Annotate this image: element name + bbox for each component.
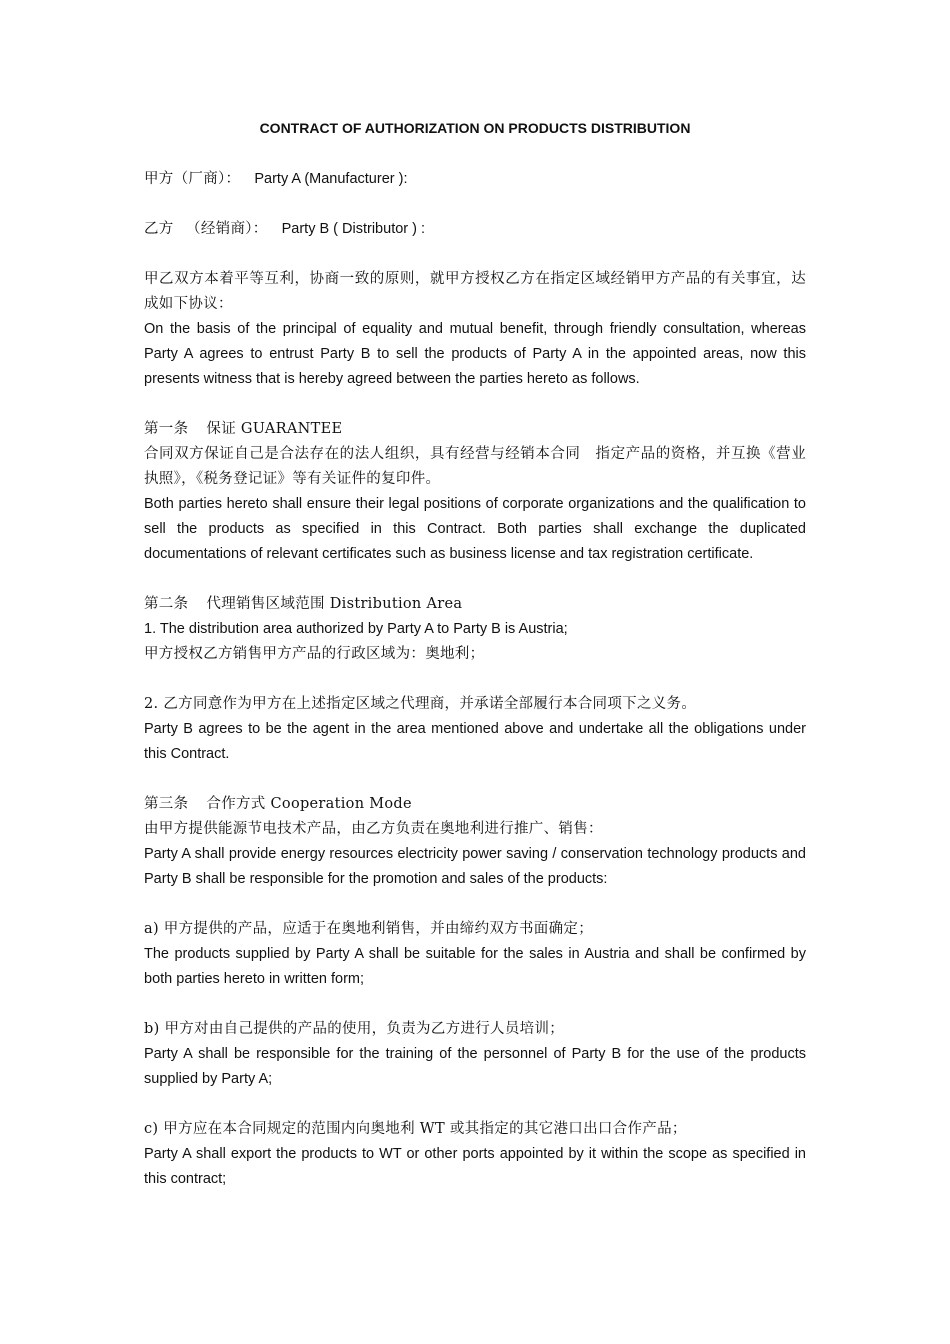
party-a-label-en: Party A (Manufacturer ): (254, 171, 408, 187)
party-b-label-en: Party B ( Distributor ) : (281, 221, 426, 237)
party-a-line (144, 167, 806, 192)
spacer (144, 192, 806, 217)
article2-number: 第二条 (144, 596, 189, 612)
spacer (144, 567, 806, 592)
spacer (144, 392, 806, 417)
article3-intro-zh: 由甲方提供能源节电技术产品，由乙方负责在奥地利进行推广、销售： (144, 821, 603, 837)
document-title: CONTRACT OF AUTHORIZATION ON PRODUCTS DISTRIBUTION (259, 120, 691, 136)
article2-title: 代理销售区域范围 Distribution Area (206, 596, 463, 612)
article1-title: 保证 GUARANTEE (206, 421, 343, 437)
intro-en: On the basis of the principal of equality and mutual benefit, through friendly consultation, whereas Party A agrees to entrust Party B to sell the products of Party A in the appointed areas, now this presents witness that is hereby agreed between the parties hereto as follows. (144, 321, 806, 387)
intro-zh: 甲乙双方本着平等互利，协商一致的原则，就甲方授权乙方在指定区域经销甲方产品的有关事宜，达成如下协议： (144, 271, 806, 312)
article3-item-c-en: Party A shall export the products to WT or other ports appointed by it within the scope as specified in this contract; (144, 1146, 806, 1187)
article3-item-a-en: The products supplied by Party A shall be suitable for the sales in Austria and shall be confirmed by both parties hereto in written form; (144, 946, 806, 987)
article3-title: 合作方式 Cooperation Mode (206, 796, 412, 812)
article2-item1-zh: 甲方授权乙方销售甲方产品的行政区域为：奥地利； (144, 646, 485, 662)
spacer (144, 1092, 806, 1117)
party-b-line (144, 217, 806, 242)
article2-item1-en: 1. The distribution area authorized by Party A to Party B is Austria; (144, 621, 568, 637)
article2-item2-en: Party B agrees to be the agent in the area mentioned above and undertake all the obligations under this Contract. (144, 721, 806, 762)
spacer (144, 992, 806, 1017)
spacer (144, 242, 806, 267)
article3-item-a-zh: a) 甲方提供的产品，应适于在奥地利销售，并由缔约双方书面确定； (144, 921, 594, 937)
article1-heading (144, 417, 806, 442)
party-b-label-zh: 乙方 （经销商）： (144, 221, 268, 237)
party-a-label-zh: 甲方（厂商）： (144, 171, 241, 187)
article3-heading (144, 792, 806, 817)
article1-number: 第一条 (144, 421, 189, 437)
article1-en: Both parties hereto shall ensure their legal positions of corporate organizations and the qualification to sell the products as specified in this Contract. Both parties shall exchange the duplicated documentations of relevant certificates such as business license and tax registration certificate. (144, 496, 806, 562)
article2-heading (144, 592, 806, 617)
article3-item-c-zh: c) 甲方应在本合同规定的范围内向奥地利 WT 或其指定的其它港口出口合作产品； (144, 1121, 687, 1137)
article3-item-b-zh: b) 甲方对由自己提供的产品的使用，负责为乙方进行人员培训； (144, 1021, 565, 1037)
spacer (144, 767, 806, 792)
article2-item2-zh: 2. 乙方同意作为甲方在上述指定区域之代理商，并承诺全部履行本合同项下之义务。 (144, 696, 697, 712)
article3-intro-en: Party A shall provide energy resources electricity power saving / conservation technology products and Party B shall be responsible for the promotion and sales of the products: (144, 846, 806, 887)
article3-item-b-en: Party A shall be responsible for the training of the personnel of Party B for the use of the products supplied by Party A; (144, 1046, 806, 1087)
spacer (144, 892, 806, 917)
article1-zh: 合同双方保证自己是合法存在的法人组织，具有经营与经销本合同 指定产品的资格，并互换《营业执照》，《税务登记证》等有关证件的复印件。 (144, 446, 806, 487)
document-body (144, 118, 806, 1192)
article3-number: 第三条 (144, 796, 189, 812)
spacer (144, 667, 806, 692)
